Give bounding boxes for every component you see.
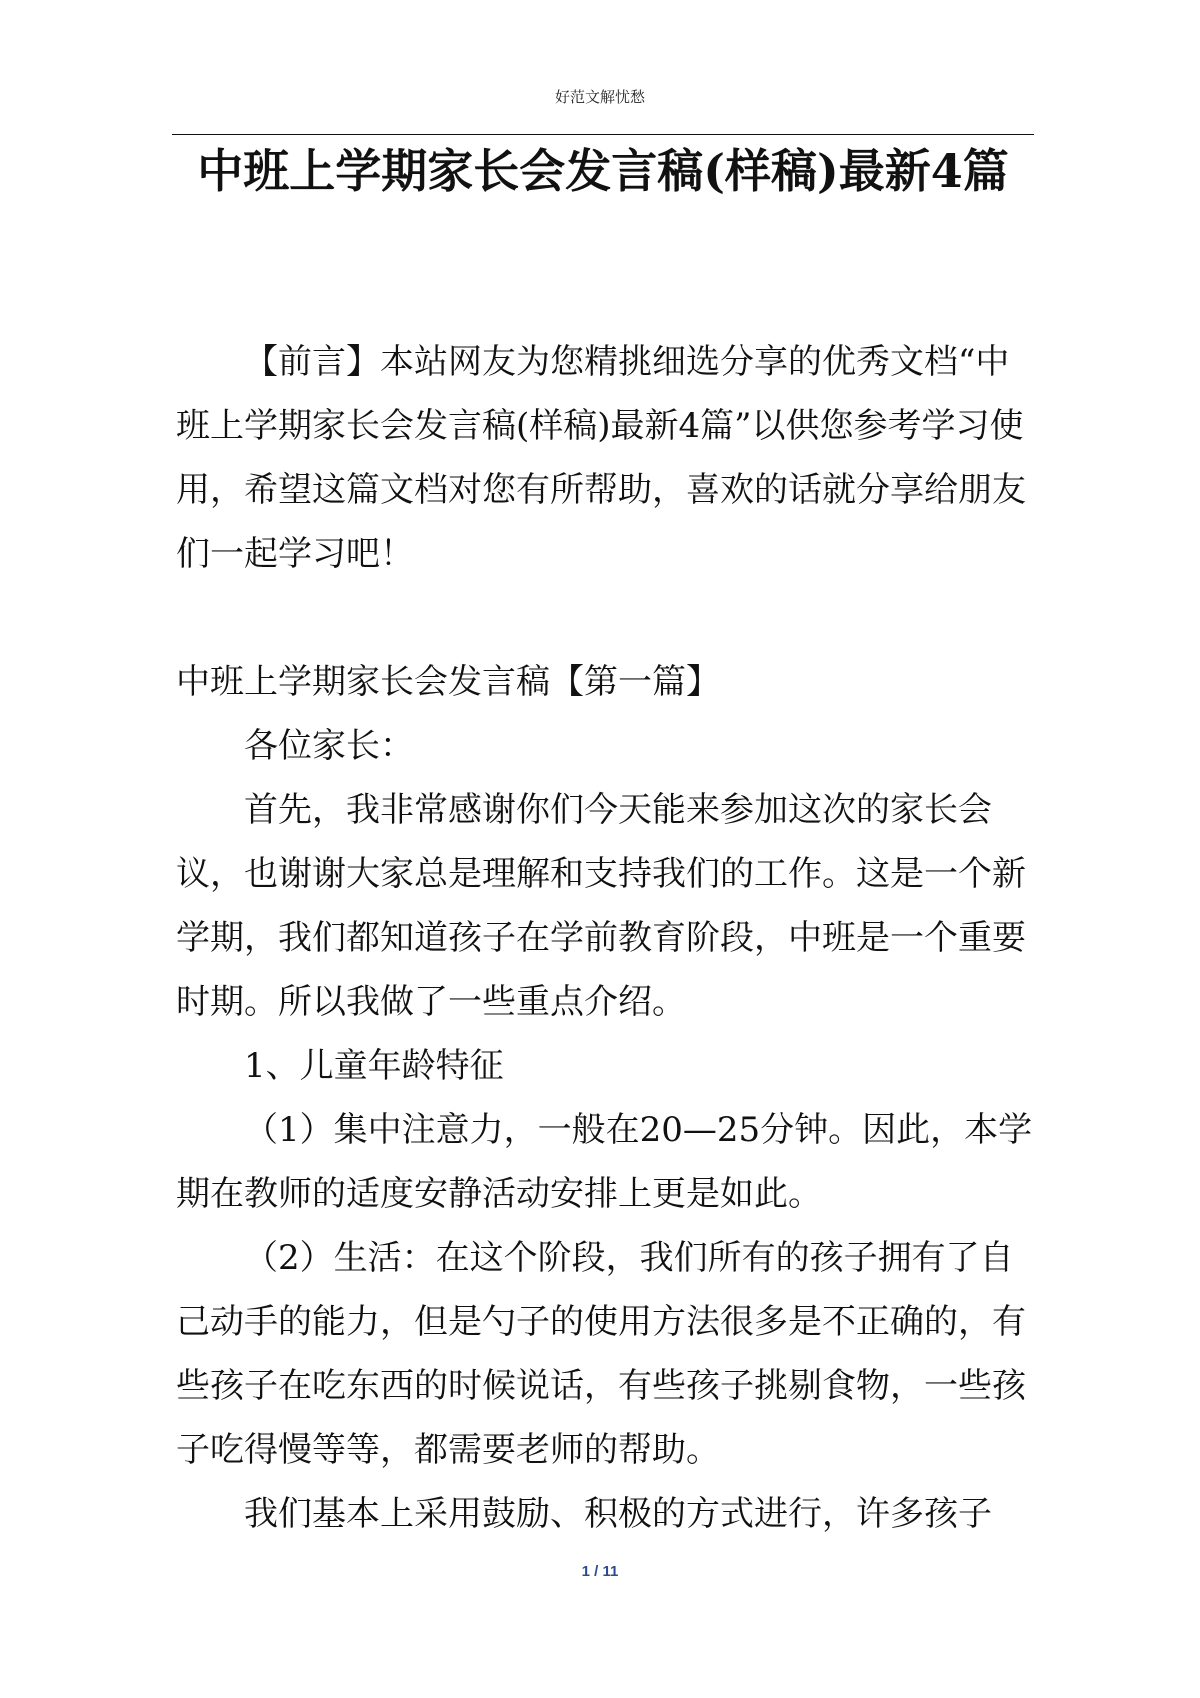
document-title: 中班上学期家长会发言稿(样稿)最新4篇 [197, 144, 1009, 198]
body-paragraph: 各位家长： [244, 726, 414, 766]
document-body [176, 330, 1036, 1546]
page-number: 1 / 11 [581, 1563, 619, 1580]
body-paragraph: 1、儿童年龄特征 [244, 1046, 504, 1086]
paragraph-gap [176, 586, 1036, 650]
header-divider [172, 134, 1034, 135]
preface-paragraph: 【前言】本站网友为您精挑细选分享的优秀文档“中班上学期家长会发言稿(样稿)最新4篇”以供您参考学习使用，希望这篇文档对您有所帮助，喜欢的话就分享给朋友们一起学习吧！ [176, 342, 1026, 574]
section-heading: 中班上学期家长会发言稿【第一篇】 [176, 662, 720, 702]
body-paragraph: 我们基本上采用鼓励、积极的方式进行，许多孩子 [244, 1494, 992, 1534]
body-paragraph: 首先，我非常感谢你们今天能来参加这次的家长会议，也谢谢大家总是理解和支持我们的工作。这是一个新学期，我们都知道孩子在学前教育阶段，中班是一个重要时期。所以我做了一些重点介绍。 [176, 790, 1026, 1022]
body-paragraph: （2）生活：在这个阶段，我们所有的孩子拥有了自己动手的能力，但是勺子的使用方法很多是不正确的，有些孩子在吃东西的时候说话，有些孩子挑剔食物，一些孩子吃得慢等等，都需要老师的帮助。 [176, 1238, 1026, 1470]
running-header: 好范文解忧愁 [554, 88, 645, 106]
body-paragraph: （1）集中注意力，一般在20—25分钟。因此，本学期在教师的适度安静活动安排上更是如此。 [176, 1110, 1033, 1214]
